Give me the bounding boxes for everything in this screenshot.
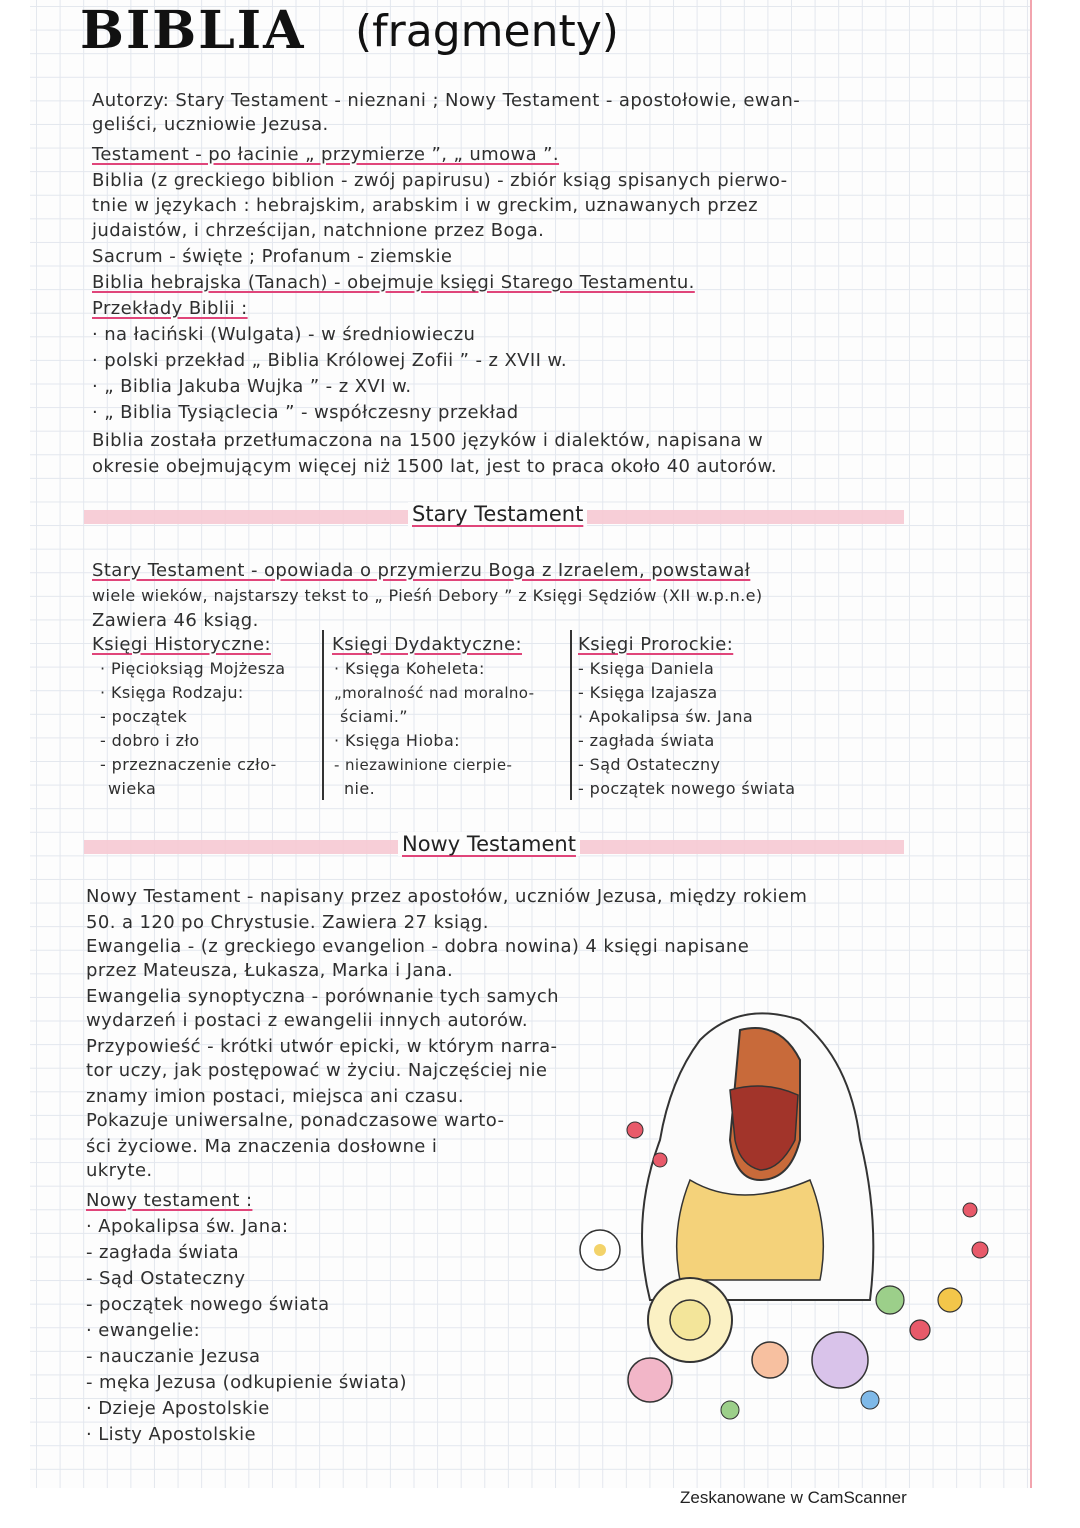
nt-line: - zagłada świata <box>86 1242 240 1263</box>
nt-line: znamy imion postaci, miejsca ani czasu. <box>86 1086 464 1107</box>
ot-column-title-didactic: Księgi Dydaktyczne: <box>332 634 522 655</box>
nt-line: - nauczanie Jezusa <box>86 1346 261 1367</box>
ot-column-item: · Apokalipsa św. Jana <box>578 707 754 726</box>
nt-line: przez Mateusza, Łukasza, Marka i Jana. <box>86 960 454 981</box>
ot-column-item: - przeznaczenie czło- <box>100 755 277 774</box>
nt-line: ukryte. <box>86 1160 153 1181</box>
ot-column-title-prophetic: Księgi Prorockie: <box>578 634 734 655</box>
nt-line: Ewangelia synoptyczna - porównanie tych samych <box>86 986 559 1007</box>
section-heading-new-testament: Nowy Testament <box>398 832 580 856</box>
column-divider <box>322 630 324 800</box>
ot-column-item: - niezawinione cierpie- <box>334 756 513 774</box>
intro-line: judaistów, i chrześcijan, natchnione przez Boga. <box>92 220 545 241</box>
intro-line: Biblia hebrajska (Tanach) - obejmuje księgi Starego Testamentu. <box>92 272 695 293</box>
nt-line: · Listy Apostolskie <box>86 1424 256 1445</box>
ot-column-item: - dobro i zło <box>100 731 200 750</box>
intro-line: Biblia (z greckiego biblion - zwój papirusu) - zbiór ksiąg spisanych pierwo- <box>92 170 788 191</box>
ot-column-item: - Księga Izajasza <box>578 683 718 702</box>
intro-line: · „ Biblia Tysiąclecia ” - współczesny przekład <box>92 402 519 423</box>
section-heading-old-testament: Stary Testament <box>408 502 587 526</box>
intro-line: Przekłady Biblii : <box>92 298 248 319</box>
ot-column-item: nie. <box>344 779 376 798</box>
nt-line: 50. a 120 po Chrystusie. Zawiera 27 ksiąg. <box>86 912 489 933</box>
nt-line: Ewangelia - (z greckiego evangelion - dobra nowina) 4 księgi napisane <box>86 936 750 957</box>
nt-line: - początek nowego świata <box>86 1294 330 1315</box>
nt-line: Nowy testament : <box>86 1190 253 1211</box>
page-title: BIBLIA <box>80 0 306 61</box>
intro-line: · „ Biblia Jakuba Wujka ” - z XVI w. <box>92 376 412 397</box>
page-subtitle: (fragmenty) <box>355 6 619 57</box>
ot-column-item: · Księga Rodzaju: <box>100 683 244 702</box>
nt-line: ści życiowe. Ma znaczenia dosłowne i <box>86 1136 438 1157</box>
nt-line: · Dzieje Apostolskie <box>86 1398 270 1419</box>
ot-line: Zawiera 46 ksiąg. <box>92 610 259 631</box>
margin-line <box>1030 0 1032 1488</box>
nt-line: Nowy Testament - napisany przez apostołów, uczniów Jezusa, między rokiem <box>86 886 808 907</box>
ot-column-item: - początek nowego świata <box>578 779 796 798</box>
intro-line: Testament - po łacinie „ przymierze ”, „ umowa ”. <box>92 144 560 165</box>
ot-column-item: „moralność nad moralno- <box>334 684 535 702</box>
column-divider <box>570 630 572 800</box>
nt-line: tor uczy, jak postępować w życiu. Najczęściej nie <box>86 1060 548 1081</box>
scanner-watermark: Zeskanowane w CamScanner <box>680 1488 907 1507</box>
nt-line: · Apokalipsa św. Jana: <box>86 1216 289 1237</box>
ot-column-item: · Księga Hioba: <box>334 731 460 750</box>
ot-column-item: - początek <box>100 707 188 726</box>
nt-line: Pokazuje uniwersalne, ponadczasowe warto- <box>86 1110 505 1131</box>
ot-column-item: · Pięcioksiąg Mojżesza <box>100 659 286 678</box>
ot-column-item: wieka <box>108 779 157 798</box>
intro-line: Autorzy: Stary Testament - nieznani ; Nowy Testament - apostołowie, ewan- <box>92 90 801 111</box>
intro-line: okresie obejmującym więcej niż 1500 lat, jest to praca około 40 autorów. <box>92 456 778 477</box>
nt-line: Przypowieść - krótki utwór epicki, w którym narra- <box>86 1036 558 1057</box>
intro-line: · polski przekład „ Biblia Królowej Zofii ” - z XVII w. <box>92 350 568 371</box>
ot-column-item: · Księga Koheleta: <box>334 659 485 678</box>
intro-line: Biblia została przetłumaczona na 1500 języków i dialektów, napisana w <box>92 430 764 451</box>
intro-line: tnie w językach : hebrajskim, arabskim i w greckim, uznawanych przez <box>92 195 758 216</box>
nt-line: - męka Jezusa (odkupienie świata) <box>86 1372 407 1393</box>
intro-line: geliści, uczniowie Jezusa. <box>92 114 329 135</box>
ot-line: wiele wieków, najstarszy tekst to „ Pieśń Debory ” z Księgi Sędziów (XII w.p.n.e) <box>92 586 763 605</box>
intro-line: · na łaciński (Wulgata) - w średniowieczu <box>92 324 476 345</box>
ot-column-item: - Księga Daniela <box>578 659 715 678</box>
ot-column-title-historical: Księgi Historyczne: <box>92 634 271 655</box>
ot-column-item: ściami.” <box>340 707 408 726</box>
nt-line: - Sąd Ostateczny <box>86 1268 246 1289</box>
veiled-figure-with-flowers-illustration <box>540 1000 1000 1450</box>
ot-column-item: - zagłada świata <box>578 731 715 750</box>
nt-line: · ewangelie: <box>86 1320 201 1341</box>
nt-line: wydarzeń i postaci z ewangelii innych autorów. <box>86 1010 528 1031</box>
ot-line: Stary Testament - opowiada o przymierzu Boga z Izraelem, powstawał <box>92 560 751 581</box>
intro-line: Sacrum - święte ; Profanum - ziemskie <box>92 246 453 267</box>
ot-column-item: - Sąd Ostateczny <box>578 755 721 774</box>
